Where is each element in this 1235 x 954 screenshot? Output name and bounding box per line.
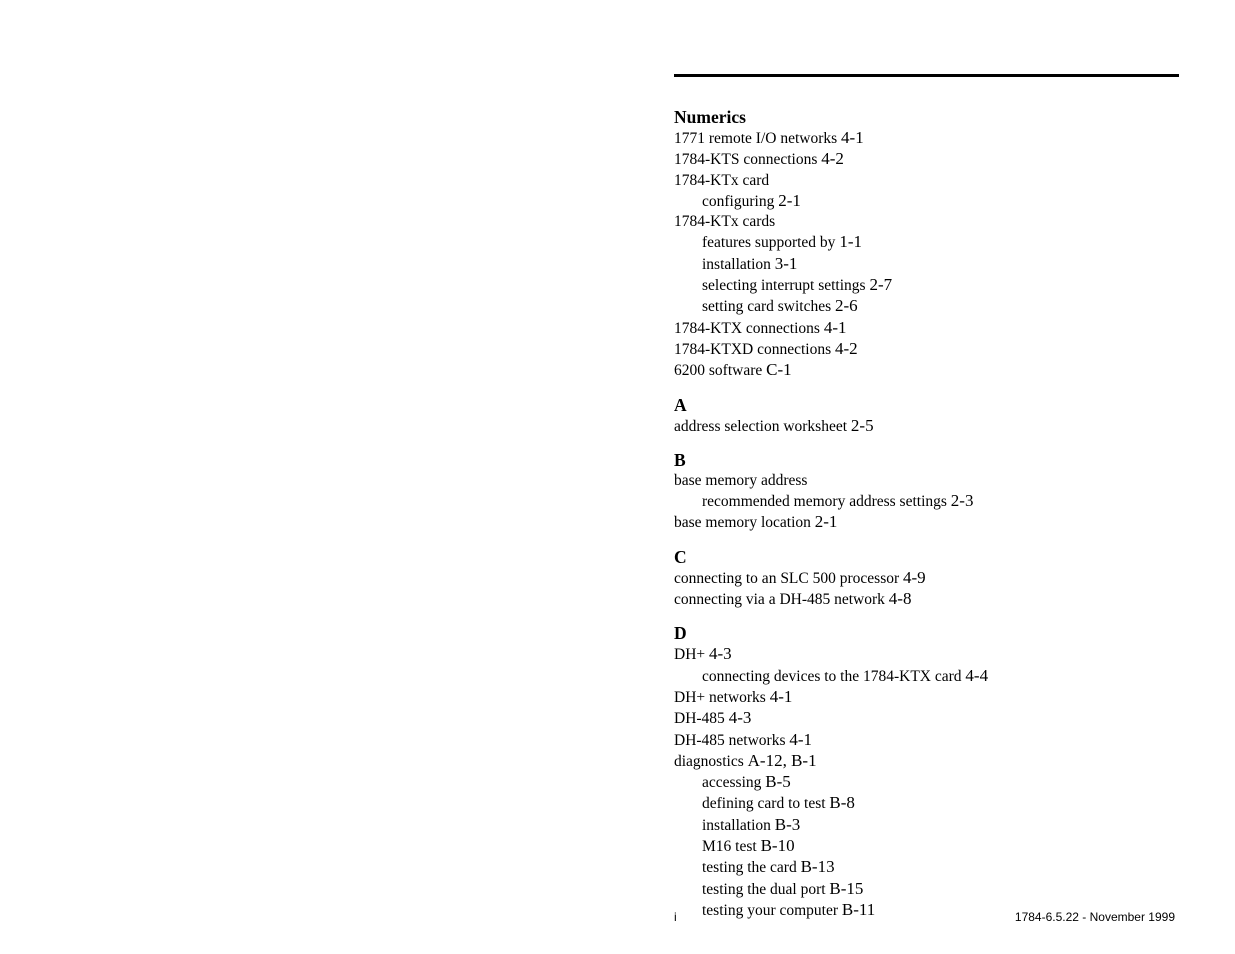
- entry-term: 1784-KTX connections: [674, 319, 820, 337]
- entry-pages: C-1: [766, 360, 792, 380]
- index-entry: [674, 171, 1179, 191]
- entry-pages: B-5: [765, 772, 791, 792]
- index-entry: [674, 589, 1179, 610]
- section-heading: A: [674, 394, 687, 415]
- entry-pages: A-12, B-1: [747, 750, 817, 770]
- index-subentry: [674, 815, 1179, 836]
- index-entry: [674, 149, 1179, 170]
- section-heading: D: [674, 623, 687, 644]
- entry-pages: 4-9: [903, 567, 926, 587]
- entry-term: 6200 software: [674, 362, 763, 380]
- index-subentry: [674, 857, 1179, 878]
- index-subentry: [674, 879, 1179, 900]
- entry-term: configuring: [702, 192, 775, 210]
- entry-pages: B-10: [760, 836, 795, 856]
- index-subentry: [674, 296, 1179, 317]
- entry-pages: 4-3: [709, 644, 732, 664]
- footer-page-number: i: [674, 910, 677, 924]
- index-subentry: [674, 491, 1179, 512]
- index-subentry: [674, 254, 1179, 275]
- entry-pages: B-8: [829, 793, 855, 813]
- index-entry: [674, 339, 1179, 360]
- index-subentry: [674, 191, 1179, 212]
- index-subentry: [674, 275, 1179, 296]
- entry-term: diagnostics: [674, 752, 744, 770]
- entry-pages: 2-5: [850, 415, 874, 435]
- entry-pages: 1-1: [839, 232, 862, 252]
- index-entry: [674, 644, 1179, 665]
- entry-term: testing the card: [702, 859, 797, 877]
- entry-term: base memory address: [674, 471, 808, 489]
- entry-term: installation: [702, 816, 771, 834]
- index-entry: [674, 687, 1179, 708]
- entry-pages: 4-2: [835, 338, 858, 358]
- index-entry: [674, 360, 1179, 381]
- index-section: [674, 623, 1179, 921]
- entry-term: connecting to an SLC 500 processor: [674, 569, 900, 587]
- index-subentry: [674, 793, 1179, 814]
- index-entry: [674, 730, 1179, 751]
- entry-term: DH+: [674, 646, 706, 664]
- index-list: [674, 107, 1179, 921]
- index-section: [674, 107, 1179, 382]
- index-entry: [674, 471, 1179, 491]
- entry-term: connecting via a DH-485 network: [674, 591, 885, 609]
- entry-pages: B-11: [841, 899, 876, 919]
- entry-pages: 4-2: [821, 149, 844, 169]
- entry-term: DH-485: [674, 710, 725, 728]
- entry-term: 1784-KTx cards: [674, 213, 776, 231]
- entry-term: testing the dual port: [702, 880, 826, 898]
- entry-pages: B-15: [829, 878, 864, 898]
- entry-pages: 4-1: [769, 686, 793, 706]
- index-entry: [674, 318, 1179, 339]
- entry-pages: 4-1: [823, 317, 847, 337]
- entry-pages: 4-1: [841, 128, 864, 147]
- index-entry: [674, 708, 1179, 729]
- entry-pages: 4-8: [888, 589, 912, 609]
- entry-term: address selection worksheet: [674, 417, 848, 435]
- index-subentry: [674, 232, 1179, 253]
- index-entry: [674, 128, 1179, 149]
- index-entry: [674, 416, 1179, 437]
- index-entry: [674, 751, 1179, 772]
- entry-pages: 2-3: [950, 491, 974, 511]
- entry-term: DH+ networks: [674, 688, 766, 706]
- entry-pages: 3-1: [774, 253, 798, 273]
- entry-pages: B-13: [800, 857, 835, 877]
- section-heading: B: [674, 449, 686, 470]
- section-heading: Numerics: [674, 107, 746, 127]
- footer-publication: 1784-6.5.22 - November 1999: [1014, 910, 1175, 924]
- entry-pages: 2-1: [814, 512, 838, 532]
- entry-term: accessing: [702, 774, 762, 792]
- entry-term: selecting interrupt settings: [702, 277, 866, 295]
- entry-term: 1784-KTXD connections: [674, 340, 832, 358]
- index-section: [674, 450, 1179, 534]
- entry-pages: 4-3: [728, 708, 752, 728]
- entry-pages: 2-1: [778, 190, 801, 210]
- entry-pages: B-3: [774, 814, 801, 834]
- entry-term: 1771 remote I/O networks: [674, 130, 838, 147]
- index-entry: [674, 212, 1179, 232]
- entry-pages: 2-7: [869, 275, 893, 295]
- index-section: [674, 547, 1179, 611]
- entry-term: defining card to test: [702, 795, 826, 813]
- entry-term: M16 test: [702, 838, 757, 856]
- entry-term: DH-485 networks: [674, 731, 786, 749]
- index-subentry: [674, 772, 1179, 793]
- entry-term: testing your computer: [702, 901, 839, 919]
- entry-pages: 4-1: [789, 729, 813, 749]
- index-subentry: [674, 836, 1179, 857]
- page-footer: [674, 909, 1175, 925]
- index-entry: [674, 568, 1179, 589]
- index-section: [674, 395, 1179, 437]
- entry-term: connecting devices to the 1784-KTX card: [702, 667, 962, 685]
- entry-term: 1784-KTx card: [674, 171, 770, 189]
- entry-term: 1784-KTS connections: [674, 151, 818, 169]
- entry-term: recommended memory address settings: [702, 493, 947, 511]
- entry-term: features supported by: [702, 234, 836, 252]
- index-entry: [674, 512, 1179, 533]
- entry-pages: 2-6: [835, 296, 858, 316]
- entry-term: setting card switches: [702, 298, 832, 316]
- header-rule: [674, 74, 1179, 77]
- section-heading: C: [674, 546, 687, 567]
- index-subentry: [674, 666, 1179, 687]
- entry-pages: 4-4: [965, 665, 989, 685]
- entry-term: base memory location: [674, 514, 811, 532]
- entry-term: installation: [702, 255, 771, 273]
